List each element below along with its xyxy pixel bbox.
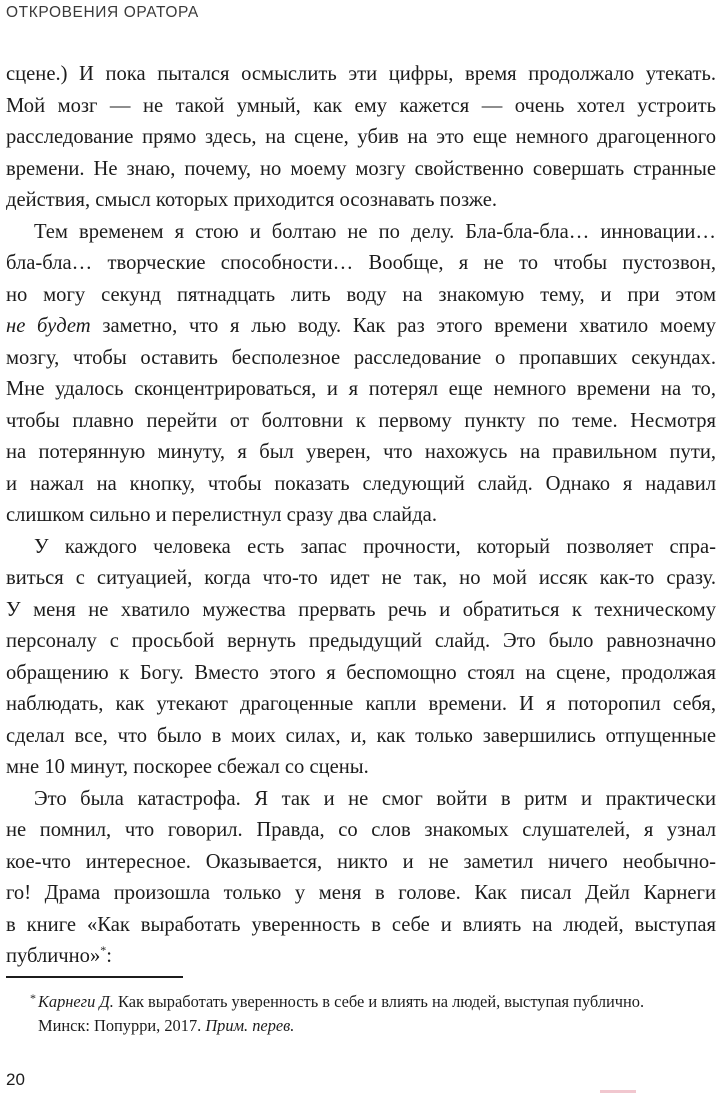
- text-line: Мне удалось сконцентрироваться, и я потерял еще немного времени на то,: [6, 378, 716, 400]
- footnote-publisher: Минск: Попурри, 2017.: [38, 1016, 206, 1035]
- text-span: :: [106, 945, 113, 967]
- text-line: кое-что интересное. Оказывается, никто и не заметил ничего необычно-: [6, 850, 716, 873]
- text-line: Это была катастрофа. Я так и не смог войти в ритм и практически: [34, 787, 716, 810]
- text-line: сцене.) И пока пытался осмыслить эти цифры, время продолжало утекать.: [6, 63, 716, 85]
- text-line: обращению к Богу. Вместо этого я беспомощно стоял на сцене, продолжая: [6, 661, 716, 684]
- edge-mark: [600, 1090, 636, 1093]
- text-line: персоналу с просьбой вернуть предыдущий слайд. Это было равнозначно: [6, 630, 716, 652]
- text-line: У каждого человека есть запас прочности, который позволяет спра-: [34, 535, 716, 558]
- text-line: наблюдать, как утекают драгоценные капли времени. И я поторопил себя,: [6, 693, 716, 715]
- footnote: [30, 990, 714, 1038]
- page-number: 20: [6, 1070, 25, 1089]
- text-line: действия, смысл которых приходится осознавать позже.: [6, 189, 497, 211]
- text-line: [6, 941, 716, 973]
- footnote-marker: *: [30, 991, 36, 1005]
- text-span: публично»: [6, 945, 101, 967]
- footnote-rule: [6, 976, 183, 978]
- text-line: расследование прямо здесь, на сцене, убив на это еще немного драгоценного: [6, 126, 716, 148]
- footnote-translator-note: Прим. перев.: [205, 1016, 295, 1035]
- footnote-reference: *: [100, 943, 107, 958]
- text-line: чтобы плавно перейти от болтовни к первому пункту по теме. Несмотря: [6, 409, 716, 432]
- text-line: но могу секунд пятнадцать лить воду на знакомую тему, и при этом: [6, 283, 716, 306]
- text-line: У меня не хватило мужества прервать речь и обратиться к техническому: [6, 598, 716, 621]
- body-text: [6, 59, 716, 973]
- text-line: мозгу, чтобы оставить бесполезное расследование о пропавших секундах.: [6, 346, 716, 369]
- text-line: слишком сильно и перелистнул сразу два слайда.: [6, 504, 437, 526]
- text-line: Тем временем я стою и болтаю не по делу. Бла-бла-бла… инновации…: [34, 220, 716, 243]
- text-line: времени. Не знаю, почему, но моему мозгу свойственно совершать странные: [6, 157, 716, 180]
- emphasis-text: не будет: [6, 315, 91, 337]
- text-line: и нажал на кнопку, чтобы показать следующий слайд. Однако я надавил: [6, 472, 716, 495]
- text-line: бла-бла… творческие способности… Вообще, я не то чтобы пустозвон,: [6, 252, 716, 274]
- text-line: не помнил, что говорил. Правда, со слов знакомых слушателей, я узнал: [6, 819, 716, 841]
- text-line: виться с ситуацией, когда что-то идет не так, но мой иссяк как-то сразу.: [6, 567, 716, 589]
- text-line: [6, 311, 716, 343]
- text-line: на потерянную минуту, я был уверен, что нахожусь на правильном пути,: [6, 441, 716, 463]
- footnote-line-1: [38, 990, 714, 1014]
- text-line: Мой мозг — не такой умный, как ему кажется — очень хотел устроить: [6, 94, 716, 117]
- text-line: сделал все, что было в моих силах, и, как только завершились отпущенные: [6, 724, 716, 747]
- text-line: в книге «Как выработать уверенность в себе и влиять на людей, выступая: [6, 913, 716, 936]
- text-line: мне 10 минут, поскорее сбежал со сцены.: [6, 756, 369, 778]
- footnote-line-2: [38, 1014, 714, 1038]
- running-head: ОТКРОВЕНИЯ ОРАТОРА: [6, 4, 199, 21]
- text-span: заметно, что я лью воду. Как раз этого времени хватило моему: [90, 315, 716, 337]
- footnote-author: Карнеги Д.: [38, 992, 114, 1011]
- text-line: го! Драма произошла только у меня в голове. Как писал Дейл Карнеги: [6, 882, 716, 904]
- footnote-title: Как выработать уверенность в себе и влиять на людей, выступая публично.: [113, 992, 645, 1011]
